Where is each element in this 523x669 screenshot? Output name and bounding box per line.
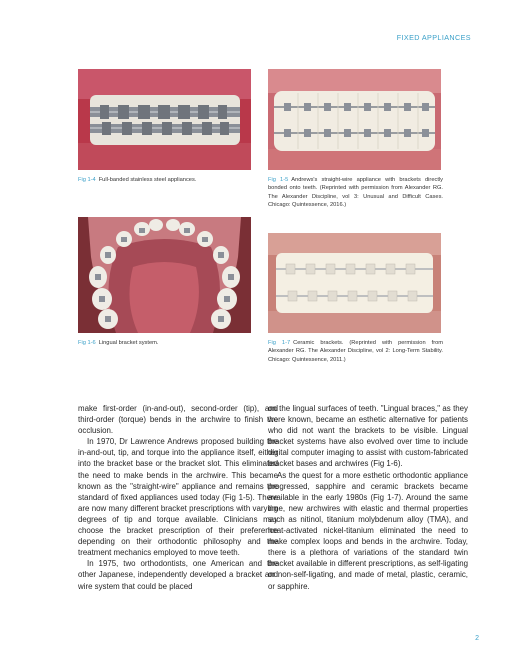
body-left-column [78,403,278,592]
caption-text: Lingual bracket system. [98,340,159,346]
figure-label: Fig 1-4 [78,177,96,183]
paragraph: In 1970, Dr Lawrence Andrews proposed building the in-and-out, tip, and torque into the appliance itself, either into the bracket base or the bracket slot. This eliminated the need to make bends in the archwire. This became known as the "straight-wire" appliance and remains the standard of fixed appliances used today (Fig 1-5). There are now many different bracket prescriptions with varying degrees of tip and torque available. Clinicians may choose the bracket prescription of their preference depending on their orthodontic philosophy and the treatment mechanics employed to move teeth. [78,437,278,558]
figure-1-7-caption [268,339,443,364]
running-header: FIXED APPLIANCES [396,33,471,42]
body-right-column [268,403,468,592]
figure-label: Fig 1-6 [78,340,96,346]
paragraph: make first-order (in-and-out), second-order (tip), and third-order (torque) bends in the archwire to finish the occlusion. [78,404,278,436]
paragraph: As the quest for a more esthetic orthodontic appliance progressed, sapphire and ceramic brackets became available in the early 1980s (Fig 1-7). Around the same time, new archwires with elastic and thermal properties such as nitinol, titanium molybdenum alloy (TMA), and heat-activated nickel-titanium eliminated the need to make complex loops and bends in the archwire. Today, there is a plethora of variations of the standard twin bracket available in different prescriptions, as self-ligating or non-self-ligating, and made of metal, plastic, ceramic, or sapphire. [268,470,468,591]
caption-text: Full-banded stainless steel appliances. [98,177,197,183]
figure-1-5-photo [268,69,441,170]
figure-label: Fig 1-7 [268,340,291,346]
figure-1-4-photo [78,69,251,170]
figure-1-6-caption [78,339,253,347]
figure-1-6-photo [78,217,251,333]
figure-1-5-caption [268,176,443,210]
paragraph: on the lingual surfaces of teeth. "Lingual braces," as they were known, became an esthetic alternative for patients who did not want the brackets to be visible. Lingual bracket systems have also evolved over time to include digital computer imaging to assist with custom-fabricated bracket bases and archwires (Fig 1-6). [268,404,468,469]
figure-1-7-photo [268,233,441,333]
paragraph: In 1975, two orthodontists, one American and the other Japanese, independently developed a bracket and wire system that could be placed [78,559,278,591]
caption-text: Ceramic brackets. (Reprinted with permission from Alexander RG. The Alexander Discipline, vol 2: Long-Term Stability. Chicago: Quintessence, 2011.) [268,340,443,363]
figure-label: Fig 1-5 [268,177,289,183]
figure-1-4-caption [78,176,253,184]
caption-text: Andrews's straight-wire appliance with brackets directly bonded onto teeth. (Reprinted with permission from Alexander RG. The Alexander Discipline, vol 3: Unusual and Difficult Cases. Chicago: Quintessence, 2016.) [268,177,444,209]
page-number: 2 [475,635,479,642]
